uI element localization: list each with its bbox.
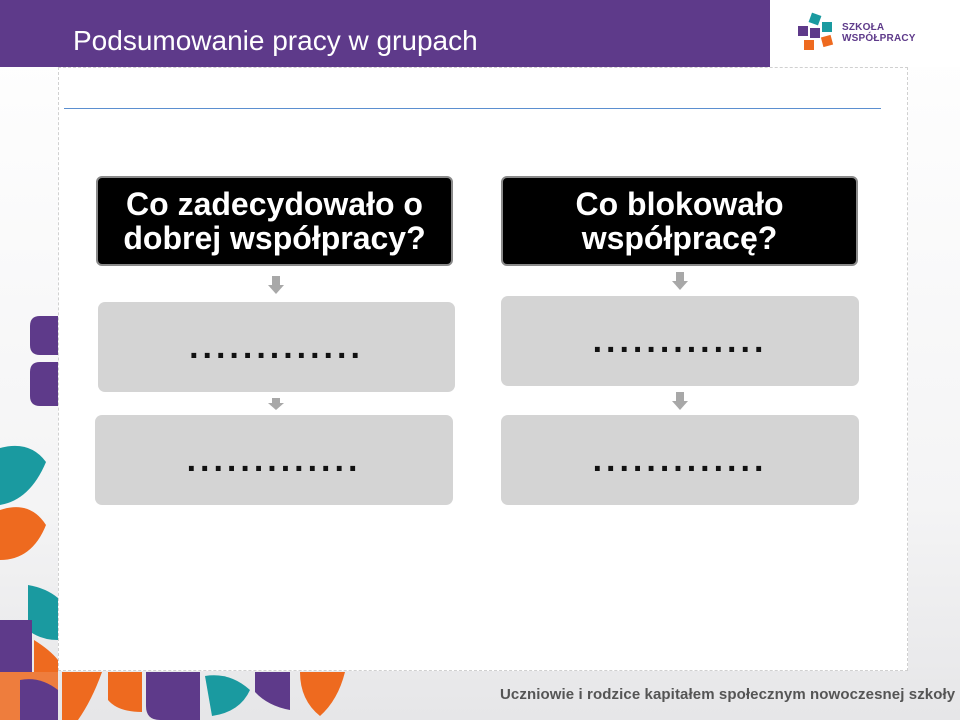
arrow-down-icon — [672, 272, 688, 290]
question-box-1 — [96, 176, 453, 266]
answer-1-2-text: ............. — [186, 441, 362, 479]
arrow-down-icon — [268, 398, 284, 410]
answer-box-1-1 — [98, 302, 455, 392]
answer-box-1-2 — [95, 415, 453, 505]
logo-line-2: WSPÓŁPRACY — [842, 33, 916, 44]
logo — [770, 0, 960, 67]
page-title: Podsumowanie pracy w grupach — [73, 25, 478, 56]
question-box-2 — [501, 176, 858, 266]
header-bar — [0, 0, 770, 67]
answer-2-1-text: ............. — [592, 322, 768, 360]
footer-slogan: Uczniowie i rodzice kapitałem społecznym nowoczesnej szkoły — [500, 686, 956, 703]
arrow-down-icon — [268, 276, 284, 294]
arrow-down-icon — [672, 392, 688, 410]
answer-box-2-2 — [501, 415, 859, 505]
answer-box-2-1 — [501, 296, 859, 386]
answer-2-2-text: ............. — [592, 441, 768, 479]
answer-1-1-text: ............. — [189, 328, 364, 366]
title-rule — [64, 108, 881, 109]
logo-line-1: SZKOŁA — [842, 22, 885, 33]
question-2-text: Co blokowało współpracę? — [575, 186, 784, 256]
logo-icon — [796, 12, 836, 52]
question-1-text: Co zadecydowało o dobrej współpracy? — [123, 186, 426, 256]
